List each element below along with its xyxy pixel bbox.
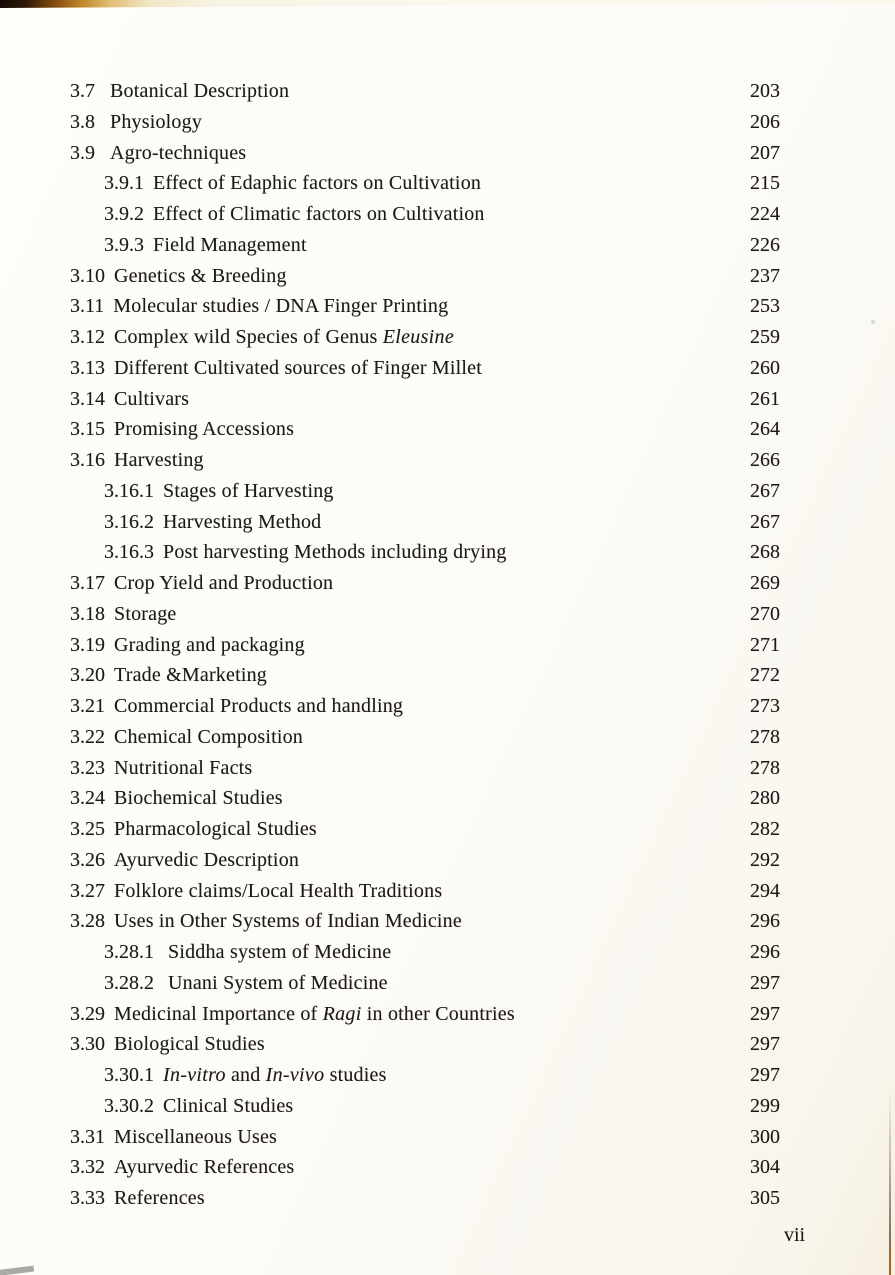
- toc-entry: [70, 353, 780, 384]
- toc-entry: [70, 876, 780, 907]
- toc-entry-number: 3.11: [70, 295, 105, 318]
- toc-entry-page-number: 226: [750, 233, 780, 256]
- toc-entry-page-number: 203: [750, 80, 780, 102]
- toc-entry-page-number: 278: [750, 725, 780, 748]
- toc-entry-number: 3.9.2: [104, 203, 144, 225]
- toc-entry-title: Harvesting Method: [163, 510, 322, 533]
- toc-entry-number: 3.21: [70, 695, 105, 717]
- toc-entry-page-number: 267: [750, 510, 780, 533]
- toc-entry: [70, 76, 780, 107]
- toc-entry-number: 3.10: [70, 264, 105, 287]
- scan-corner-mark-artifact: [0, 1266, 34, 1275]
- toc-entry-number: 3.15: [70, 418, 105, 441]
- toc-entry-page-number: 267: [750, 479, 780, 502]
- toc-entry-page-number: 304: [750, 1156, 780, 1179]
- toc-entry-page-number: 300: [750, 1125, 780, 1148]
- toc-entry-number: 3.23: [70, 756, 105, 779]
- toc-entry-title: Unani System of Medicine: [168, 971, 388, 994]
- toc-entry-number: 3.30.1: [104, 1064, 154, 1086]
- toc-entry-page-number: 299: [750, 1094, 780, 1117]
- toc-entry-title: Grading and packaging: [114, 633, 305, 656]
- toc-entry-page-number: 206: [750, 110, 780, 133]
- toc-entry-title: Uses in Other Systems of Indian Medicine: [114, 910, 462, 933]
- toc-entry-number: 3.16.2: [104, 510, 154, 533]
- toc-entry-title: Post harvesting Methods including drying: [163, 541, 507, 564]
- toc-entry-page-number: 294: [750, 879, 780, 902]
- toc-entry-number: 3.26: [70, 848, 105, 871]
- toc-entry-number: 3.32: [70, 1156, 105, 1179]
- toc-entry: [70, 660, 780, 691]
- toc-entry-title: Clinical Studies: [163, 1094, 294, 1117]
- toc-entry: [70, 230, 780, 261]
- toc-entry: [70, 384, 780, 415]
- toc-entry-title: Genetics & Breeding: [114, 264, 287, 287]
- toc-entry-page-number: 269: [750, 572, 780, 594]
- toc-entry-title: Botanical Description: [110, 80, 290, 102]
- toc-entry: [70, 599, 780, 630]
- toc-entry-number: 3.27: [70, 879, 105, 902]
- scan-page-edge-artifact: [889, 1090, 891, 1275]
- toc-entry: [70, 507, 780, 538]
- toc-entry-title: Harvesting: [114, 449, 204, 471]
- toc-entry-page-number: 272: [750, 664, 780, 687]
- toc-entry-number: 3.25: [70, 818, 105, 840]
- toc-entry-number: 3.30.2: [104, 1094, 154, 1117]
- toc-entry-title: In-vitro and In-vivo studies: [163, 1064, 387, 1086]
- toc-entry-page-number: 297: [750, 1064, 780, 1086]
- toc-entry-title: Medicinal Importance of Ragi in other Countries: [114, 1002, 515, 1025]
- toc-entry: [70, 845, 780, 876]
- toc-entry: [70, 691, 780, 722]
- toc-entry-number: 3.12: [70, 326, 105, 348]
- toc-entry-title: Chemical Composition: [114, 725, 303, 748]
- toc-entry: [70, 753, 780, 784]
- toc-entry-number: 3.17: [70, 572, 105, 594]
- toc-entry-title: Miscellaneous Uses: [114, 1125, 278, 1148]
- toc-entry: [70, 138, 780, 169]
- toc-entry-number: 3.28.1: [104, 941, 154, 963]
- toc-entry-page-number: 237: [750, 264, 780, 287]
- toc-entry-title: Cultivars: [114, 387, 190, 410]
- toc-entry: [70, 722, 780, 753]
- toc-entry-title: Stages of Harvesting: [163, 479, 334, 502]
- toc-entry: [70, 1029, 780, 1060]
- toc-entry-page-number: 271: [750, 633, 780, 656]
- toc-entry-page-number: 266: [750, 449, 780, 471]
- toc-entry-title: Effect of Edaphic factors on Cultivation: [153, 172, 482, 195]
- toc-entry-page-number: 296: [750, 910, 780, 933]
- toc-entry: [70, 568, 780, 599]
- toc-entry: [70, 199, 780, 230]
- toc-entry-title: Ayurvedic Description: [114, 848, 300, 871]
- toc-entry-title: Biochemical Studies: [114, 787, 283, 810]
- toc-entry-page-number: 261: [750, 387, 780, 410]
- toc-entry-page-number: 253: [750, 295, 780, 318]
- toc-entry-title: Siddha system of Medicine: [168, 941, 392, 963]
- toc-entry-page-number: 282: [750, 818, 780, 840]
- toc-entry-page-number: 207: [750, 141, 780, 164]
- toc-entry-page-number: 297: [750, 971, 780, 994]
- toc-entry-title: References: [114, 1187, 205, 1209]
- toc-entry-title: Commercial Products and handling: [114, 695, 404, 717]
- toc-entry-number: 3.13: [70, 356, 105, 379]
- toc-entry-title: Complex wild Species of Genus Eleusine: [114, 326, 455, 348]
- toc-entry-number: 3.22: [70, 725, 105, 748]
- toc-entry: [70, 630, 780, 661]
- toc-entry-number: 3.20: [70, 664, 105, 687]
- toc-entry: [70, 322, 780, 353]
- toc-entry-number: 3.16.1: [104, 479, 154, 502]
- toc-entry-page-number: 259: [750, 326, 780, 348]
- toc-entry: [70, 414, 780, 445]
- toc-entry-page-number: 268: [750, 541, 780, 564]
- toc-entry-number: 3.9.1: [104, 172, 144, 195]
- toc-entry: [70, 291, 780, 322]
- table-of-contents-list: [70, 76, 780, 1214]
- toc-entry-number: 3.9: [70, 141, 95, 164]
- toc-entry-number: 3.7: [70, 80, 95, 102]
- toc-entry-title: Biological Studies: [114, 1033, 265, 1056]
- toc-entry-page-number: 215: [750, 172, 780, 195]
- toc-entry: [70, 1060, 780, 1091]
- toc-entry-title: Effect of Climatic factors on Cultivation: [153, 203, 485, 225]
- toc-entry-page-number: 305: [750, 1187, 780, 1209]
- toc-entry-page-number: 224: [750, 203, 780, 225]
- toc-entry-title: Different Cultivated sources of Finger Millet: [114, 356, 482, 379]
- toc-entry: [70, 1122, 780, 1153]
- toc-entry: [70, 783, 780, 814]
- toc-entry-page-number: 280: [750, 787, 780, 810]
- toc-entry: [70, 1183, 780, 1214]
- toc-entry-number: 3.31: [70, 1125, 105, 1148]
- scan-top-edge-artifact: [0, 0, 895, 8]
- toc-entry: [70, 937, 780, 968]
- toc-entry-number: 3.16.3: [104, 541, 154, 564]
- toc-entry-number: 3.19: [70, 633, 105, 656]
- toc-entry: [70, 261, 780, 292]
- toc-entry: [70, 107, 780, 138]
- toc-entry-number: 3.24: [70, 787, 105, 810]
- toc-entry: [70, 814, 780, 845]
- toc-entry-title: Crop Yield and Production: [114, 572, 334, 594]
- toc-entry-number: 3.18: [70, 602, 105, 625]
- toc-entry: [70, 1091, 780, 1122]
- toc-entry-page-number: 296: [750, 941, 780, 963]
- toc-entry: [70, 476, 780, 507]
- toc-entry-title: Field Management: [153, 233, 307, 256]
- toc-entry-title: Trade &Marketing: [114, 664, 267, 687]
- toc-entry-page-number: 273: [750, 695, 780, 717]
- toc-entry-number: 3.14: [70, 387, 105, 410]
- toc-entry-page-number: 278: [750, 756, 780, 779]
- toc-entry-number: 3.28: [70, 910, 105, 933]
- toc-entry-number: 3.28.2: [104, 971, 154, 994]
- toc-entry-number: 3.8: [70, 110, 95, 133]
- toc-entry-title: Promising Accessions: [114, 418, 295, 441]
- toc-entry-page-number: 270: [750, 602, 780, 625]
- toc-entry-title: Ayurvedic References: [114, 1156, 295, 1179]
- toc-entry: [70, 537, 780, 568]
- toc-entry-title: Storage: [114, 602, 177, 625]
- toc-entry-title: Physiology: [110, 110, 203, 133]
- toc-entry: [70, 968, 780, 999]
- toc-entry-number: 3.33: [70, 1187, 105, 1209]
- toc-entry-page-number: 264: [750, 418, 780, 441]
- toc-entry: [70, 906, 780, 937]
- toc-entry-number: 3.16: [70, 449, 105, 471]
- toc-entry: [70, 999, 780, 1030]
- toc-entry-title: Molecular studies / DNA Finger Printing: [113, 295, 449, 318]
- toc-entry-title: Folklore claims/Local Health Traditions: [114, 879, 443, 902]
- toc-entry-number: 3.29: [70, 1002, 105, 1025]
- toc-entry-title: Nutritional Facts: [114, 756, 253, 779]
- toc-entry-page-number: 292: [750, 848, 780, 871]
- toc-entry-page-number: 260: [750, 356, 780, 379]
- toc-entry-page-number: 297: [750, 1002, 780, 1025]
- toc-entry: [70, 168, 780, 199]
- toc-entry-number: 3.30: [70, 1033, 105, 1056]
- page-number-folio: vii: [784, 1224, 806, 1246]
- toc-entry-title: Agro-techniques: [110, 141, 247, 164]
- toc-entry: [70, 445, 780, 476]
- toc-entry-title: Pharmacological Studies: [114, 818, 317, 840]
- scan-speck-artifact: [871, 320, 875, 324]
- toc-entry: [70, 1152, 780, 1183]
- toc-entry-number: 3.9.3: [104, 233, 144, 256]
- toc-entry-page-number: 297: [750, 1033, 780, 1056]
